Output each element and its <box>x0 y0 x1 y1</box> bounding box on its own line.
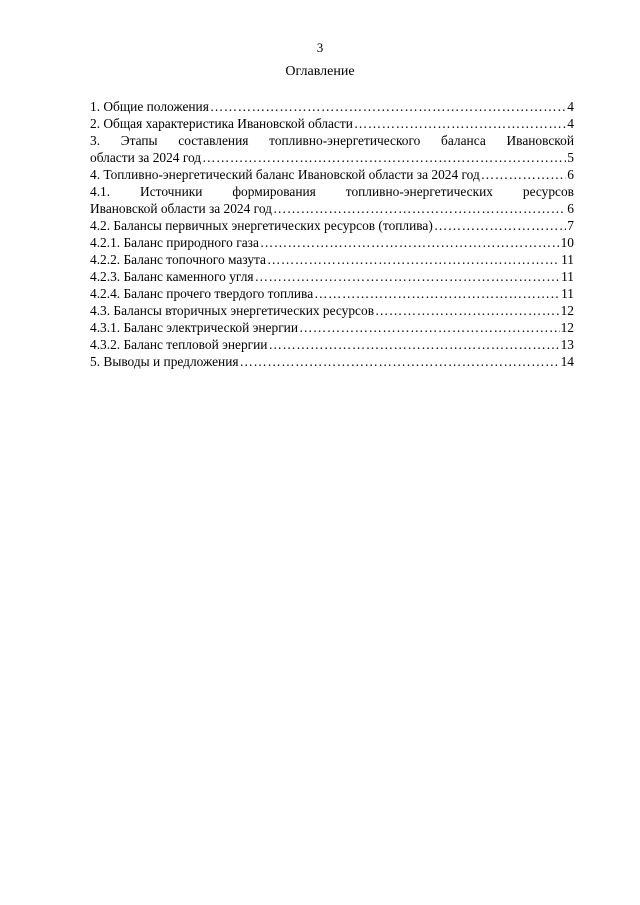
toc-entry-4[interactable] <box>90 166 574 183</box>
toc-entry-page: 12 <box>560 303 574 318</box>
toc-leader-dots <box>210 98 566 115</box>
toc-entry-page: 6 <box>567 201 574 216</box>
toc-entry-4-1[interactable] <box>90 183 574 217</box>
toc-entry-5[interactable] <box>90 353 574 370</box>
toc-entry-text: 4.2.3. Баланс каменного угля <box>90 269 254 284</box>
toc-entry-page: 11 <box>561 252 574 267</box>
toc-entry-text: 4.2.1. Баланс природного газа <box>90 235 259 250</box>
toc-leader-dots <box>267 251 560 268</box>
toc-leader-dots <box>299 319 560 336</box>
toc-leader-dots <box>434 217 566 234</box>
toc-entry-4-3-1[interactable] <box>90 319 574 336</box>
toc-entry-text: 2. Общая характеристика Ивановской области <box>90 116 353 131</box>
toc-entry-4-3-2[interactable] <box>90 336 574 353</box>
toc-leader-dots <box>255 268 561 285</box>
table-of-contents <box>90 98 574 370</box>
toc-entry-4-2-1[interactable] <box>90 234 574 251</box>
toc-leader-dots <box>240 353 560 370</box>
toc-entry-page: 7 <box>567 218 574 233</box>
toc-entry-page: 13 <box>560 337 574 352</box>
toc-entry-1[interactable] <box>90 98 574 115</box>
toc-entry-page: 4 <box>567 99 574 114</box>
toc-leader-dots <box>260 234 560 251</box>
toc-leader-dots <box>202 149 566 166</box>
toc-title: Оглавление <box>285 64 355 79</box>
toc-entry-text: Ивановской области за 2024 год <box>90 201 272 216</box>
toc-entry-page: 11 <box>561 286 574 301</box>
toc-entry-text: 4. Топливно-энергетический баланс Ивановской области за 2024 год <box>90 167 480 182</box>
toc-entry-page: 5 <box>567 150 574 165</box>
toc-entry-4-2-4[interactable] <box>90 285 574 302</box>
toc-leader-dots <box>268 336 559 353</box>
toc-leader-dots <box>375 302 560 319</box>
toc-entry-page: 6 <box>567 167 574 182</box>
toc-entry-3[interactable] <box>90 132 574 166</box>
toc-entry-text: 4.2.2. Баланс топочного мазута <box>90 252 266 267</box>
toc-entry-first-line: 4.1. Источники формирования топливно-энергетических ресурсов <box>90 184 574 199</box>
toc-entry-page: 10 <box>560 235 574 250</box>
toc-leader-dots <box>481 166 567 183</box>
toc-entry-text: 4.3. Балансы вторичных энергетических ресурсов <box>90 303 375 318</box>
toc-leader-dots <box>273 200 566 217</box>
toc-entry-4-2-3[interactable] <box>90 268 574 285</box>
toc-leader-dots <box>354 115 566 132</box>
toc-entry-4-2[interactable] <box>90 217 574 234</box>
toc-entry-first-line: 3. Этапы составления топливно-энергетического баланса Ивановской <box>90 133 574 148</box>
toc-entry-text: 1. Общие положения <box>90 99 209 114</box>
toc-entry-page: 14 <box>560 354 574 369</box>
toc-entry-page: 12 <box>560 320 574 335</box>
toc-entry-4-3[interactable] <box>90 302 574 319</box>
toc-leader-dots <box>314 285 560 302</box>
toc-entry-page: 4 <box>567 116 574 131</box>
toc-entry-text: 4.3.2. Баланс тепловой энергии <box>90 337 268 352</box>
toc-entry-text: 5. Выводы и предложения <box>90 354 239 369</box>
toc-entry-text: 4.2. Балансы первичных энергетических ресурсов (топлива) <box>90 218 433 233</box>
toc-entry-2[interactable] <box>90 115 574 132</box>
toc-entry-text: области за 2024 год <box>90 150 202 165</box>
page-number: 3 <box>316 40 324 55</box>
toc-entry-text: 4.2.4. Баланс прочего твердого топлива <box>90 286 314 301</box>
toc-entry-4-2-2[interactable] <box>90 251 574 268</box>
toc-entry-text: 4.3.1. Баланс электрической энергии <box>90 320 299 335</box>
toc-entry-page: 11 <box>561 269 574 284</box>
